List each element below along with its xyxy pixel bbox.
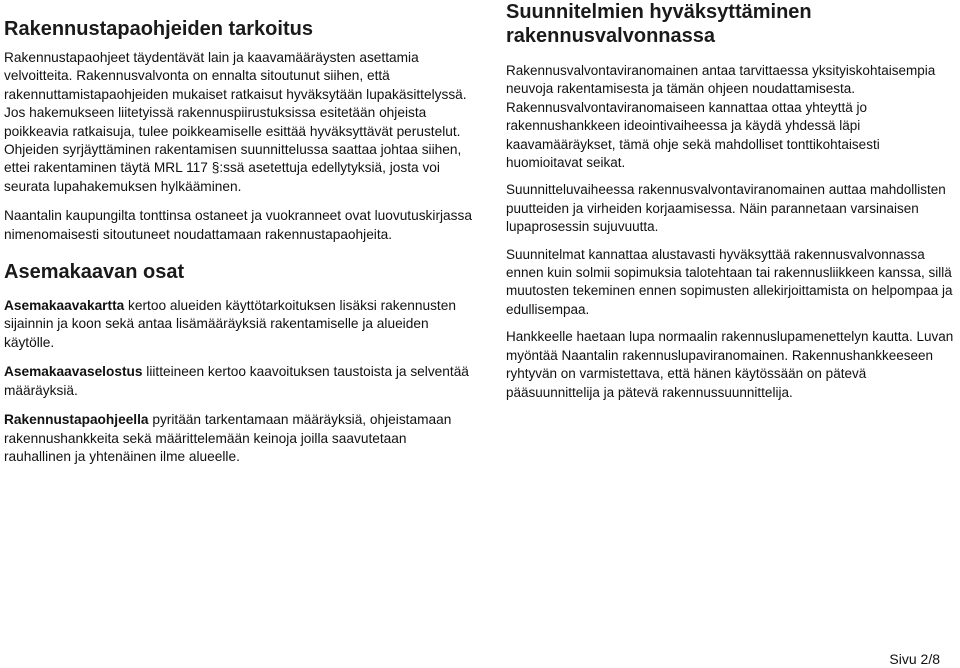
purpose-paragraph-1: Rakennustapaohjeet täydentävät lain ja kaavamääräysten asettamia velvoitteita. Rakennusvalvonta on ennalta sitoutunut siihen, että rakennuttamistapaohjeiden mukaiset ratkaisut hyväksytään lupakäsittelyssä. Jos hakemukseen liitetyissä rakennuspiirustuksissa esitetään ohjeista poikkeavia ratkaisuja, tulee poikkeamiselle esittää hyväksyttävät perustelut. Ohjeiden syrjäyttäminen rakentamisen suunnittelussa saattaa johtaa siihen, ettei rakentaminen täytä MRL 117 §:ssä asetettuja edellytyksiä, josta voi seurata lupahakemuksen hylkääminen. — [4, 50, 467, 194]
plan-part-description-text: liitteineen kertoo kaavoituksen taustoista ja selventää määräyksiä. — [4, 364, 469, 398]
plan-part-guideline — [4, 411, 474, 466]
plan-part-description — [4, 363, 474, 400]
plan-part-guideline-text: pyritään tarkentamaan määräyksiä, ohjeistamaan rakennushankkeita sekä määrittelemään keinoja joilla saavutetaan rauhallinen ja yhtenäinen ilme alueelle. — [4, 412, 452, 464]
plan-part-map-term: Asemakaavakartta — [4, 298, 125, 314]
left-column — [4, 0, 474, 477]
right-column — [506, 0, 956, 411]
section-heading-approval: Suunnitelmien hyväksyttäminen rakennusvalvonnassa — [506, 1, 812, 47]
purpose-paragraph-2: Naantalin kaupungilta tonttinsa ostaneet ja vuokranneet ovat luovutuskirjassa nimenomaisesti sitoutuneet noudattamaan rakennustapaohjeita. — [4, 208, 472, 242]
page-number: Sivu 2/8 — [889, 651, 940, 667]
plan-part-description-term: Asemakaavaselostus — [4, 364, 143, 380]
plan-part-guideline-term: Rakennustapaohjeella — [4, 412, 149, 428]
approval-paragraph-2: Suunnitteluvaiheessa rakennusvalvontaviranomainen auttaa mahdollisten puutteiden ja virheiden korjaamisessa. Näin parannetaan varsinaisen lupaprosessin sujuvuutta. — [506, 182, 946, 235]
approval-paragraph-1: Rakennusvalvontaviranomainen antaa tarvittaessa yksityiskohtaisempia neuvoja rakentamisesta ja tämän ohjeen noudattamisesta. Rakennusvalvontaviranomaiseen kannattaa ottaa yhteyttä jo rakennushankkeen ideointivaiheessa ja käydä yhdessä läpi kaavamääräykset, tämä ohje sekä mahdolliset tonttikohtaisesti huomioitavat seikat. — [506, 63, 936, 171]
section-heading-plan-parts: Asemakaavan osat — [4, 261, 185, 284]
plan-part-map — [4, 297, 474, 352]
plan-part-map-text: kertoo alueiden käyttötarkoituksen lisäksi rakennusten sijainnin ja koon sekä antaa lisämääräyksiä rakentamiselle ja alueiden käytölle. — [4, 298, 456, 350]
approval-paragraph-4: Hankkeelle haetaan lupa normaalin rakennuslupamenettelyn kautta. Luvan myöntää Naantalin rakennuslupaviranomainen. Rakennushankkeeseen ryhtyvän on varmistettava, että hänen käytössään on pätevä pääsuunnittelija ja pätevä rakennussuunnittelija. — [506, 329, 954, 400]
section-heading-purpose: Rakennustapaohjeiden tarkoitus — [4, 18, 313, 40]
approval-paragraph-3: Suunnitelmat kannattaa alustavasti hyväksyttää rakennusvalvonnassa ennen kuin solmii sopimuksia talotehtaan tai rakennusliikkeen kanssa, sillä muutosten tekeminen ennen sopimusten allekirjoittamista on helpompaa ja edullisempaa. — [506, 246, 953, 317]
